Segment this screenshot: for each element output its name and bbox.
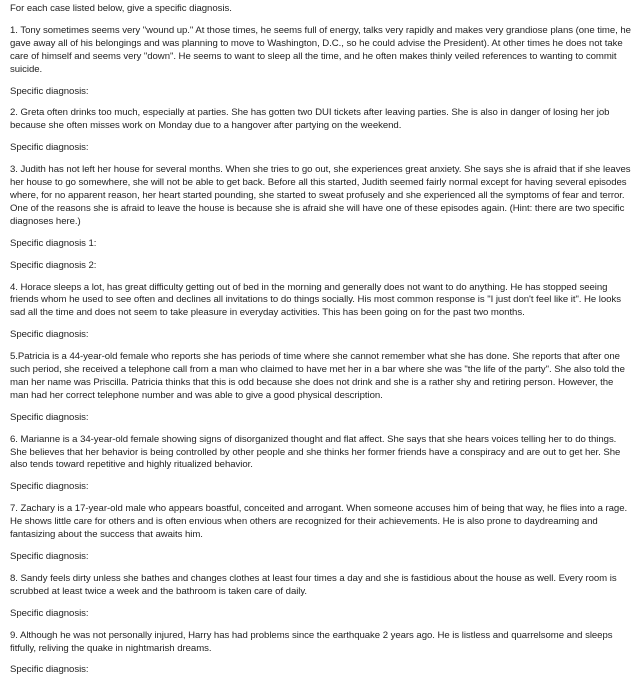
case-8-text: 8. Sandy feels dirty unless she bathes and changes clothes at least four times a day and she is fastidious about the house as well. Every room is scrubbed at least twice a week and the bathroom is taken care of daily. xyxy=(10,572,617,597)
case-5-diagnosis-label: Specific diagnosis: xyxy=(10,411,89,423)
case-8-diagnosis-label: Specific diagnosis: xyxy=(10,607,89,619)
case-4-diagnosis-label: Specific diagnosis: xyxy=(10,329,89,341)
case-2-diagnosis-label: Specific diagnosis: xyxy=(10,142,89,154)
case-3-diagnosis-2-label: Specific diagnosis 2: xyxy=(10,259,97,271)
case-9-text: 9. Although he was not personally injured, Harry has had problems since the earthquake 2 years ago. He is listless and quarrelsome and sleeps fitfully, reliving the quake in nightmarish dreams. xyxy=(10,629,613,654)
case-1-diagnosis-label: Specific diagnosis: xyxy=(10,85,89,97)
case-3-diagnosis-1-label: Specific diagnosis 1: xyxy=(10,237,97,249)
case-2-text: 2. Greta often drinks too much, especially at parties. She has gotten two DUI tickets after leaving parties. She is also in danger of losing her job because she often misses work on Monday due to a hangover after partying on the weekend. xyxy=(10,107,610,132)
instructions: For each case listed below, give a specific diagnosis. xyxy=(10,3,232,14)
case-9-diagnosis-label: Specific diagnosis: xyxy=(10,664,89,676)
case-1-text: 1. Tony sometimes seems very "wound up." At those times, he seems full of energy, talks very rapidly and makes very grandiose plans (one time, he gave away all of his belongings and was planning to move to Washington, D.C., so he could advise the President). At other times he does not take care of himself and seems very "down". He seems to want to sleep all the time, and he often makes thinly veiled references to wanting to commit suicide. xyxy=(10,24,631,75)
case-6-diagnosis-label: Specific diagnosis: xyxy=(10,481,89,493)
case-5-text: 5.Patricia is a 44-year-old female who reports she has periods of time where she cannot remember what she has done. She reports that after one such period, she received a telephone call from a man who claimed to have met her in a bar where she was "the life of the party". She also told the man her name was Priscilla. Patricia thinks that this is odd because she does not drink and she is a rather shy and retiring person. However, the man had her correct telephone number and was able to give a good physical description. xyxy=(10,351,625,401)
case-3-text: 3. Judith has not left her house for several months. When she tries to go out, she experiences great anxiety. She says she is afraid that if she leaves her house to go somewhere, she will not be able to get back. Before all this started, Judith seemed fairly normal except for having several episodes where, for no apparent reason, her heart started pounding, she started to sweat profusely and she experienced all the symptoms of fear and terror. One of the reasons she is afraid to leave the house is because she is afraid she will have one of these episodes again. (Hint: there are two specific diagnoses here.) xyxy=(10,164,631,227)
case-7-text: 7. Zachary is a 17-year-old male who appears boastful, conceited and arrogant. When someone accuses him of being that way, he flies into a rage. He shows little care for others and is often envious when others are recognized for their achievements. He is also prone to daydreaming and fantasizing about the success that awaits him. xyxy=(10,503,628,541)
case-7-diagnosis-label: Specific diagnosis: xyxy=(10,551,89,562)
case-4-text: 4. Horace sleeps a lot, has great difficulty getting out of bed in the morning and generally does not want to do anything. He has stopped seeing friends whom he used to see often and declines all invitations to do things socially. His most common response is "I just don't feel like it". He looks sad all the time and does not seem to take pleasure in everyday activities. This has been going on for the past two months. xyxy=(10,281,621,319)
case-6-text: 6. Marianne is a 34-year-old female showing signs of disorganized thought and flat affect. She says that she hears voices telling her to do things. She believes that her behavior is being controlled by other people and she thinks her former friends have a conspiracy and are out to get her. She also tends toward repetitive and highly ritualized behavior. xyxy=(10,433,621,471)
